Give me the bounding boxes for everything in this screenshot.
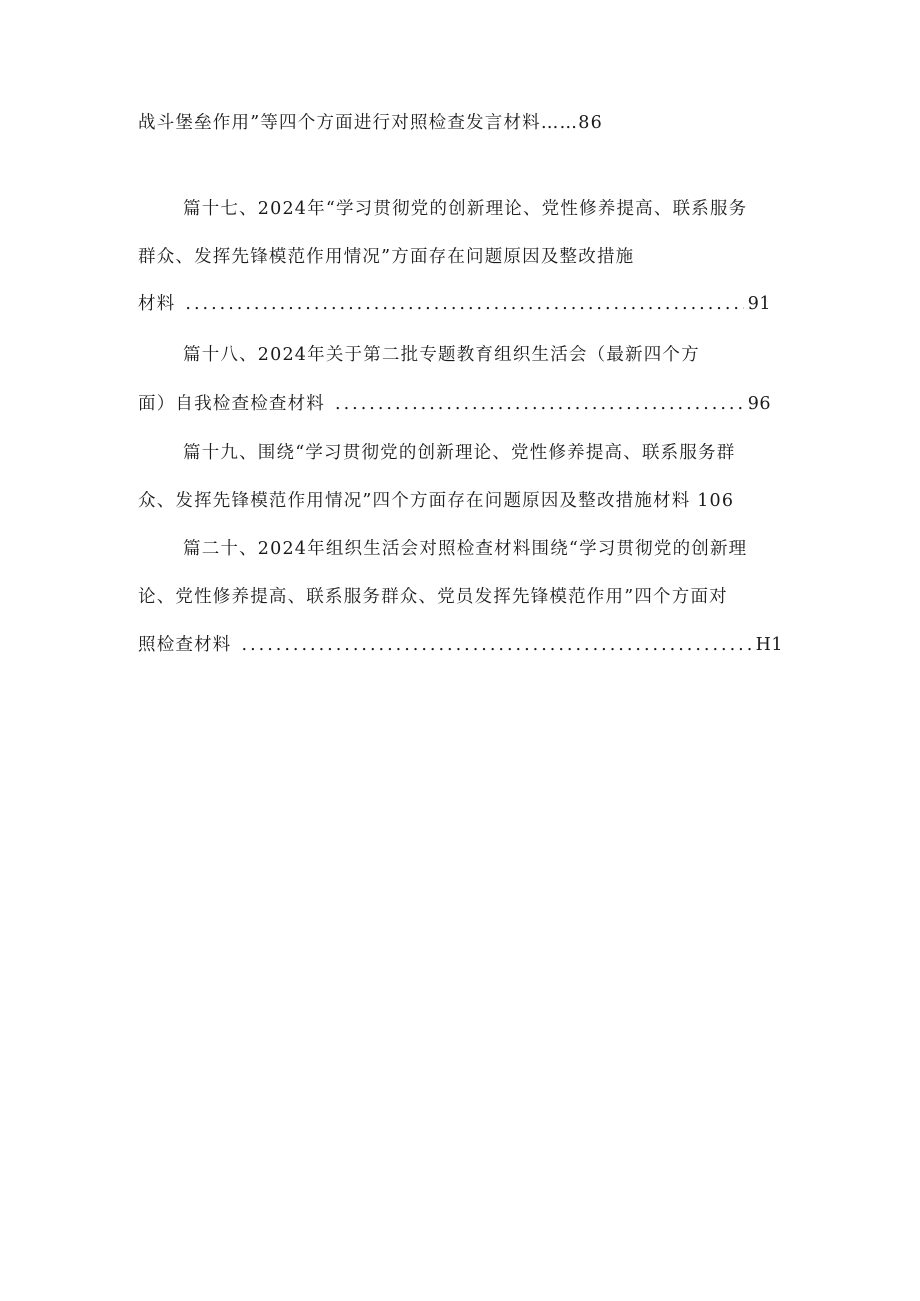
toc-entry-17-page-number: 91 bbox=[747, 294, 771, 314]
toc-entry-20-last-text: 照检查材料 bbox=[138, 635, 232, 655]
toc-entry-18-page-number: 96 bbox=[747, 394, 771, 414]
toc-entry-17-line-2: 群众、发挥先锋模范作用情况”方面存在问题原因及整改措施 bbox=[138, 247, 635, 267]
toc-entry-18-line-1: 篇十八、2024年关于第二批专题教育组织生活会（最新四个方 bbox=[183, 345, 700, 365]
toc-entry-20-line-2: 论、党性修养提高、联系服务群众、党员发挥先锋模范作用”四个方面对 bbox=[138, 587, 728, 607]
toc-dot-leader bbox=[335, 393, 744, 415]
toc-entry-20-line-1: 篇二十、2024年组织生活会对照检查材料围绕“学习贯彻党的创新理 bbox=[183, 539, 748, 559]
toc-entry-17-leader-line bbox=[138, 293, 771, 315]
toc-dot-leader bbox=[185, 293, 743, 315]
toc-entry-17-line-1: 篇十七、2024年“学习贯彻党的创新理论、党性修养提高、联系服务 bbox=[183, 199, 748, 219]
toc-entry-19-line-1: 篇十九、围绕“学习贯彻党的创新理论、党性修养提高、联系服务群 bbox=[183, 443, 736, 463]
toc-entry-20-leader-line bbox=[138, 634, 783, 656]
toc-dot-leader bbox=[242, 634, 752, 656]
toc-entry-18-leader-line bbox=[138, 393, 771, 415]
toc-entry-20-page-number: H1 bbox=[755, 635, 783, 655]
toc-entry-17-last-text: 材料 bbox=[138, 294, 176, 314]
toc-continuation-line: 战斗堡垒作用”等四个方面进行对照检查发言材料……86 bbox=[138, 113, 603, 133]
toc-entry-19-line-2: 众、发挥先锋模范作用情况”四个方面存在问题原因及整改措施材料 106 bbox=[138, 491, 735, 511]
toc-entry-18-last-text: 面）自我检查检查材料 bbox=[138, 394, 325, 414]
